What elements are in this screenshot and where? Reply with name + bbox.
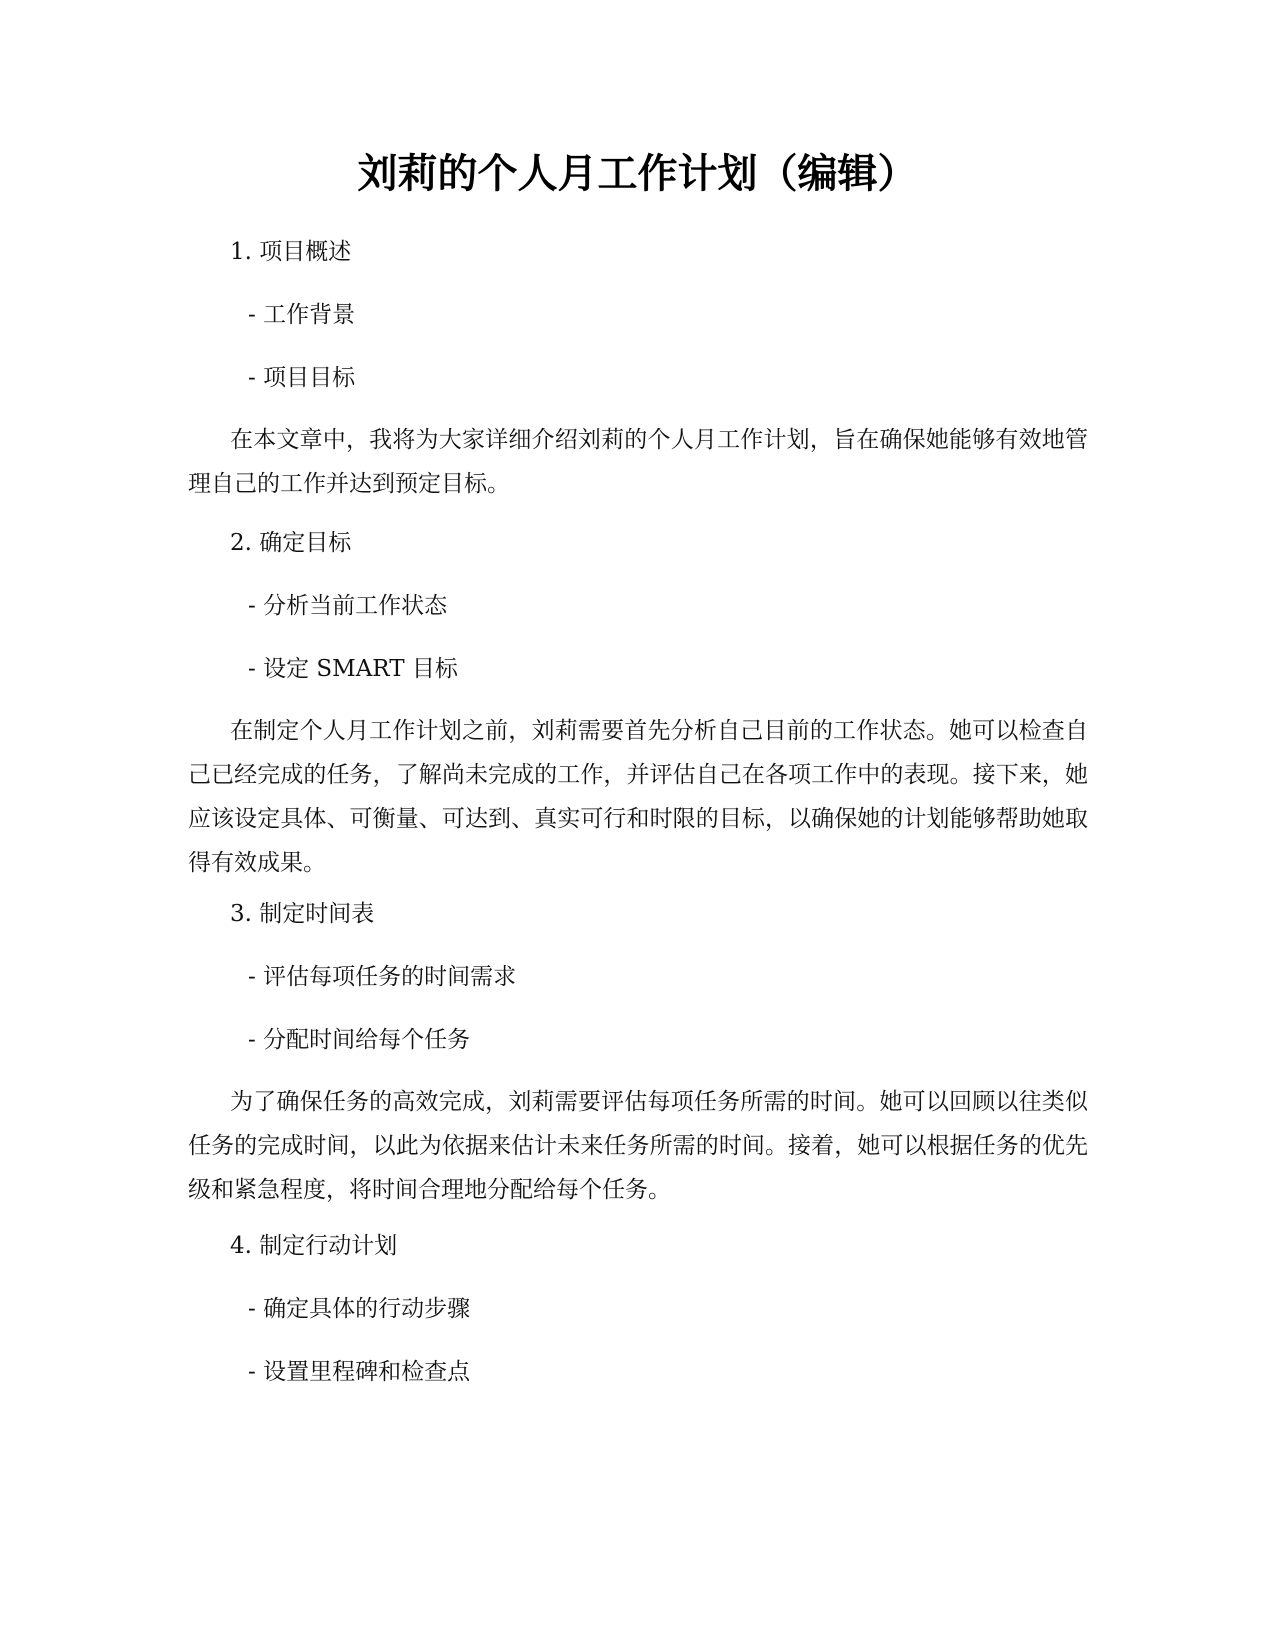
section-heading: 2. 确定目标 xyxy=(230,530,352,556)
list-item: - 评估每项任务的时间需求 xyxy=(248,964,517,990)
list-item: - 确定具体的行动步骤 xyxy=(248,1296,471,1322)
list-item: - 工作背景 xyxy=(248,302,356,328)
body-paragraph: 在本文章中，我将为大家详细介绍刘莉的个人月工作计划，旨在确保她能够有效地管理自己的工作并达到预定目标。 xyxy=(188,427,1088,497)
list-item: - 分配时间给每个任务 xyxy=(248,1027,471,1053)
list-item: - 设定 SMART 目标 xyxy=(248,656,458,682)
section-heading: 1. 项目概述 xyxy=(230,239,352,265)
document-title: 刘莉的个人月工作计划（编辑） xyxy=(357,151,918,197)
list-item: - 项目目标 xyxy=(248,365,356,391)
section-heading: 4. 制定行动计划 xyxy=(230,1233,398,1259)
list-item: - 分析当前工作状态 xyxy=(248,593,448,619)
body-paragraph: 为了确保任务的高效完成，刘莉需要评估每项任务所需的时间。她可以回顾以往类似任务的完成时间，以此为依据来估计未来任务所需的时间。接着，她可以根据任务的优先级和紧急程度，将时间合理地分配给每个任务。 xyxy=(188,1089,1088,1203)
list-item: - 设置里程碑和检查点 xyxy=(248,1359,471,1385)
section-heading: 3. 制定时间表 xyxy=(230,901,375,927)
body-paragraph: 在制定个人月工作计划之前，刘莉需要首先分析自己目前的工作状态。她可以检查自己已经完成的任务，了解尚未完成的工作，并评估自己在各项工作中的表现。接下来，她应该设定具体、可衡量、可达到、真实可行和时限的目标，以确保她的计划能够帮助她取得有效成果。 xyxy=(188,718,1088,876)
